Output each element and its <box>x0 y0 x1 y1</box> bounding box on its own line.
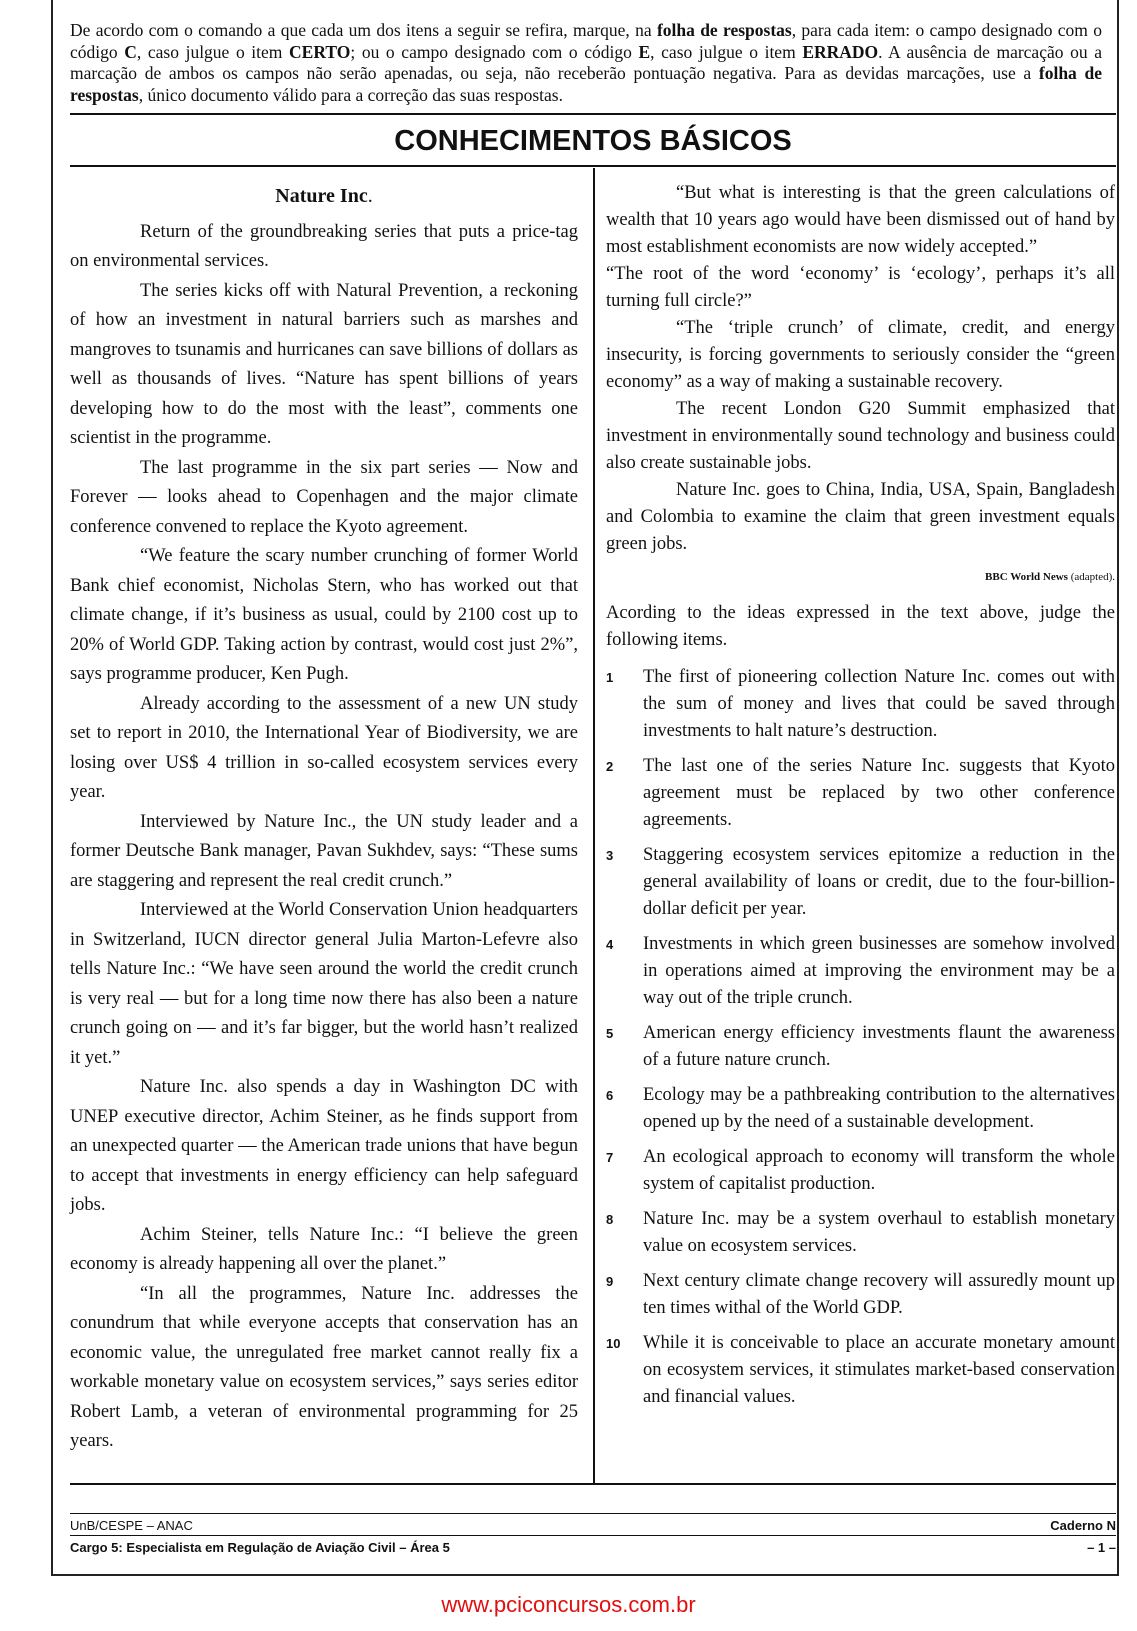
paragraph: “But what is interesting is that the green calculations of wealth that 10 years ago would have been dismissed out of hand by most establishment economists are now widely accepted.” <box>606 183 1115 257</box>
question-item <box>606 1082 1115 1136</box>
divider <box>70 1535 1116 1536</box>
paragraph: “We feature the scary number crunching of former World Bank chief economist, Nicholas Stern, who has worked out that climate change, if it’s business as usual, could by 2100 cost up to 20% of World GDP. Taking action by contrast, would cost just 2%”, says programme producer, Ken Pugh. <box>70 546 578 684</box>
paragraph: The recent London G20 Summit emphasized that investment in environmentally sound technology and business could also create sustainable jobs. <box>606 399 1115 473</box>
article-source: BBC World News (adapted). <box>985 571 1115 583</box>
item-number: 1 <box>606 670 614 685</box>
divider <box>70 1483 1116 1485</box>
item-number: 5 <box>606 1026 614 1041</box>
item-text: An ecological approach to economy will transform the whole system of capitalist production. <box>643 1147 1115 1194</box>
footer-booklet: Caderno N <box>1050 1518 1116 1533</box>
paragraph: Nature Inc. also spends a day in Washington DC with UNEP executive director, Achim Steiner, as he finds support from an unexpected quarter — the American trade unions that have begun to accept that investments in energy efficiency can help safeguard jobs. <box>70 1077 578 1215</box>
footer-row-2 <box>70 1540 1116 1555</box>
item-number: 3 <box>606 848 614 863</box>
paragraph: Already according to the assessment of a new UN study set to report in 2010, the International Year of Biodiversity, we are losing over US$ 4 trillion in so-called ecosystem services every year. <box>70 693 578 802</box>
instructions-text: De acordo com o comando a que cada um dos itens a seguir se refira, marque, na folha de respostas, para cada item: o campo designado com o código C, caso julgue o item CERTO; ou o campo designado com o código E, caso julgue o item ERRADO. A ausência de marcação ou a marcação de ambos os campos não serão apenadas, ou seja, não receberão pontuação negativa. Para as devidas marcações, use a folha de respostas, único documento válido para a correção das suas respostas. <box>70 20 1102 105</box>
question-item <box>606 753 1115 834</box>
paragraph: “In all the programmes, Nature Inc. addresses the conundrum that while everyone accepts that conservation has an economic value, the unregulated free market cannot really fix a workable monetary value on ecosystem services,” says series editor Robert Lamb, a veteran of environmental programming for 25 years. <box>70 1283 578 1451</box>
item-number: 10 <box>606 1336 621 1351</box>
item-text: While it is conceivable to place an accurate monetary amount on ecosystem services, it stimulates market-based conservation and financial values. <box>643 1333 1115 1407</box>
question-items <box>606 664 1115 1411</box>
item-text: The first of pioneering collection Nature Inc. comes out with the sum of money and lives that could be saved through investments to halt nature’s destruction. <box>643 667 1115 741</box>
footer-role: Cargo 5: Especialista em Regulação de Aviação Civil – Área 5 <box>70 1540 450 1555</box>
item-text: Nature Inc. may be a system overhaul to establish monetary value on ecosystem services. <box>643 1209 1115 1256</box>
question-item <box>606 842 1115 923</box>
item-number: 6 <box>606 1088 614 1103</box>
article-right-column <box>606 180 1115 1419</box>
footer-org: UnB/CESPE – ANAC <box>70 1518 193 1533</box>
website-watermark: www.pciconcursos.com.br <box>441 1592 696 1617</box>
item-number: 2 <box>606 759 614 774</box>
divider <box>70 1513 1116 1514</box>
article-title: Nature Inc. <box>275 185 373 207</box>
footer-page-number: – 1 – <box>1087 1540 1116 1555</box>
paragraph: “The root of the word ‘economy’ is ‘ecology’, perhaps it’s all turning full circle?” <box>606 264 1115 311</box>
question-item <box>606 1144 1115 1198</box>
paragraph: Interviewed by Nature Inc., the UN study leader and a former Deutsche Bank manager, Pavan Sukhdev, says: “These sums are staggering and represent the real credit crunch.” <box>70 811 578 891</box>
paragraph: “The ‘triple crunch’ of climate, credit, and energy insecurity, is forcing governments to seriously consider the “green economy” as a way of making a sustainable recovery. <box>606 318 1115 392</box>
column-divider <box>593 168 595 1483</box>
item-text: The last one of the series Nature Inc. suggests that Kyoto agreement must be replaced by two other conference agreements. <box>643 756 1115 830</box>
footer-row-1 <box>70 1518 1116 1533</box>
question-intro: Acording to the ideas expressed in the text above, judge the following items. <box>606 603 1115 650</box>
item-text: Next century climate change recovery will assuredly mount up ten times withal of the World GDP. <box>643 1271 1115 1318</box>
paragraph: Achim Steiner, tells Nature Inc.: “I believe the green economy is already happening all over the planet.” <box>70 1224 578 1274</box>
paragraph: The last programme in the six part series — Now and Forever — looks ahead to Copenhagen and the major climate conference convened to replace the Kyoto agreement. <box>70 457 578 537</box>
item-text: Staggering ecosystem services epitomize a reduction in the general availability of loans or credit, due to the four-billion-dollar deficit per year. <box>643 845 1115 919</box>
question-item <box>606 1330 1115 1411</box>
section-title: CONHECIMENTOS BÁSICOS <box>394 125 792 157</box>
divider <box>70 113 1116 115</box>
item-text: Investments in which green businesses are somehow involved in operations aimed at improving the environment may be a way out of the triple crunch. <box>643 934 1115 1008</box>
question-item <box>606 1206 1115 1260</box>
question-item <box>606 931 1115 1012</box>
item-number: 4 <box>606 937 614 952</box>
item-number: 9 <box>606 1274 614 1289</box>
item-number: 8 <box>606 1212 614 1227</box>
paragraph: Return of the groundbreaking series that puts a price-tag on environmental services. <box>70 221 578 271</box>
paragraph: The series kicks off with Natural Prevention, a reckoning of how an investment in natural barriers such as marshes and mangroves to tsunamis and hurricanes can save billions of dollars as well as thousands of lives. “Nature has spent billions of years developing how to do the most with the least”, comments one scientist in the programme. <box>70 280 578 448</box>
item-text: Ecology may be a pathbreaking contribution to the alternatives opened up by the need of a sustainable development. <box>643 1085 1115 1132</box>
question-item <box>606 664 1115 745</box>
question-item <box>606 1020 1115 1074</box>
article-left-column <box>70 182 578 1457</box>
item-number: 7 <box>606 1150 614 1165</box>
paragraph: Interviewed at the World Conservation Union headquarters in Switzerland, IUCN director general Julia Marton-Lefevre also tells Nature Inc.: “We have seen around the world the credit crunch is very real — but for a long time now there has also been a nature crunch going on — and it’s far bigger, but the world hasn’t realized it yet.” <box>70 900 578 1068</box>
item-text: American energy efficiency investments flaunt the awareness of a future nature crunch. <box>643 1023 1115 1070</box>
divider <box>70 165 1116 167</box>
paragraph: Nature Inc. goes to China, India, USA, Spain, Bangladesh and Colombia to examine the claim that green investment equals green jobs. <box>606 480 1115 554</box>
question-item <box>606 1268 1115 1322</box>
